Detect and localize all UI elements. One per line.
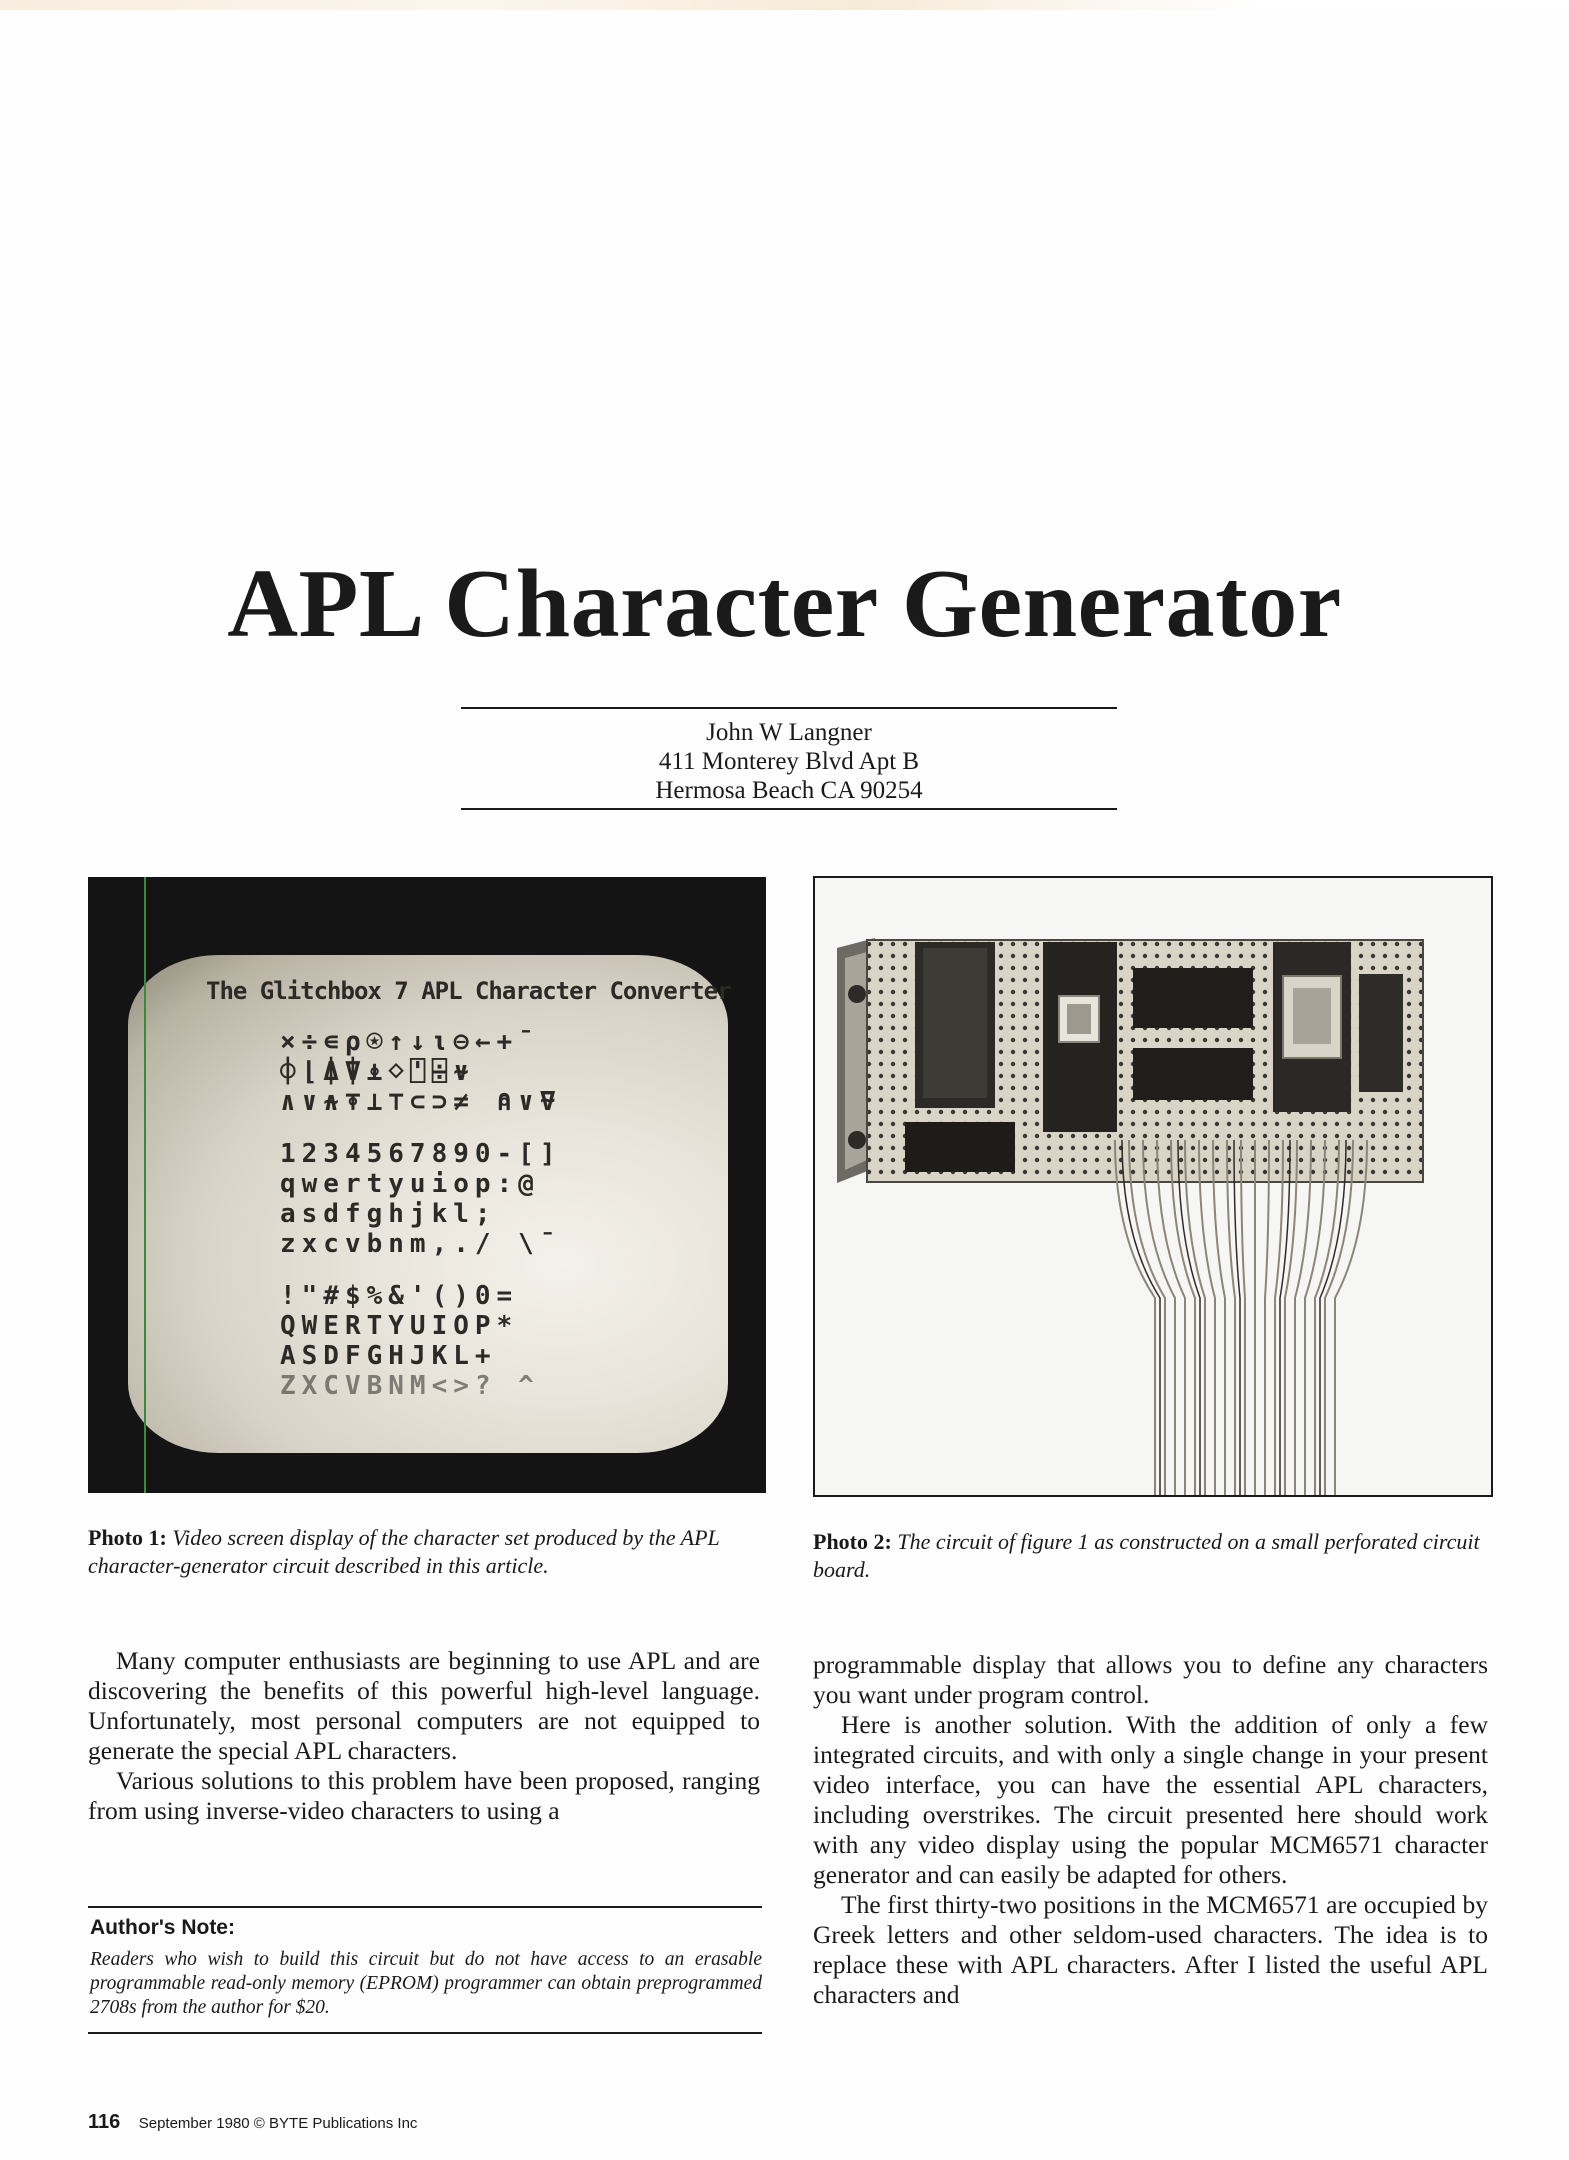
authors-note-heading: Author's Note: bbox=[90, 1916, 235, 1939]
circuit-board-illustration bbox=[815, 878, 1491, 1495]
screen-row: asdfghjkl; bbox=[280, 1199, 497, 1229]
article-title: APL Character Generator bbox=[227, 550, 1342, 658]
screen-row: QWERTYUIOP* bbox=[280, 1311, 519, 1341]
ribbon-wires bbox=[1115, 1140, 1367, 1495]
screen-row: !"#$%&'()0= bbox=[280, 1281, 519, 1311]
author-name: John W Langner bbox=[706, 719, 872, 746]
note-bottom-rule bbox=[88, 2032, 762, 2034]
page-footer bbox=[88, 2111, 417, 2134]
body-left-column bbox=[88, 1646, 760, 1826]
paragraph: programmable display that allows you to define any characters you want under program control. bbox=[813, 1650, 1488, 1709]
byline-bottom-rule bbox=[461, 808, 1117, 810]
page-number: 116 bbox=[88, 2111, 121, 2133]
photo-2-caption-text: The circuit of figure 1 as constructed on a small perforated circuit board. bbox=[813, 1529, 1480, 1582]
paragraph: Many computer enthusiasts are beginning to use APL and are discovering the benefits of this powerful high-level language. Unfortunately, most personal computers are not equipped to generate the special APL characters. bbox=[88, 1646, 760, 1765]
author-city: Hermosa Beach CA 90254 bbox=[655, 777, 923, 804]
authors-note-text: Readers who wish to build this circuit but do not have access to an erasable programmable read-only memory (EPROM) programmer can obtain preprogrammed 2708s from the author for $20. bbox=[90, 1949, 762, 2018]
paragraph: Here is another solution. With the addition of only a few integrated circuits, and with only a single change in your present video interface, you can have the essential APL characters, including overstrikes. The circuit presented here should work with any video display using the popular MCM6571 character generator and can easily be adapted for others. bbox=[813, 1710, 1488, 1889]
photo-2-label: Photo 2: bbox=[813, 1529, 892, 1554]
ic-chip bbox=[905, 1122, 1015, 1172]
screen-title: The Glitchbox 7 APL Character Converter bbox=[206, 977, 731, 1005]
photo-1-caption bbox=[88, 1524, 768, 1580]
screen-row: zxcvbnm,./ \¯ bbox=[280, 1229, 562, 1259]
screen-row: ASDFGHJKL+ bbox=[280, 1341, 497, 1371]
ic-chip bbox=[1359, 974, 1403, 1092]
paragraph: The first thirty-two positions in the MCM6571 are occupied by Greek letters and other seldom-used characters. The idea is to replace these with APL characters. After I listed the useful APL characters and bbox=[813, 1890, 1488, 2009]
author-street: 411 Monterey Blvd Apt B bbox=[658, 748, 920, 775]
page-stain bbox=[0, 0, 1569, 10]
photo-1-label: Photo 1: bbox=[88, 1525, 167, 1550]
scan-artifact-line bbox=[144, 877, 146, 1493]
ic-chip bbox=[1133, 1048, 1253, 1100]
screen-row: ×÷∊⍴⍟↑↓⍳⊖←+¯ bbox=[280, 1027, 540, 1057]
byline bbox=[461, 718, 1117, 805]
screen-row: 1234567890-[] bbox=[280, 1139, 562, 1169]
footer-line: September 1980 © BYTE Publications Inc bbox=[138, 2115, 418, 2132]
photo-2-circuit-board bbox=[813, 876, 1493, 1497]
note-top-rule bbox=[88, 1906, 762, 1908]
screen-row: ∧∨⍲⍕⊥⊤⊂⊃≠ ⍝∨⍫ bbox=[280, 1087, 562, 1117]
screen-row: ⌽⌊⍋⍒⍎⋄⍞⌹⍱ bbox=[280, 1057, 475, 1087]
screen-row: ZXCVBNM<>? ^ bbox=[280, 1371, 540, 1401]
paragraph: Various solutions to this problem have been proposed, ranging from using inverse-video characters to using a bbox=[88, 1766, 760, 1825]
photo-1-caption-text: Video screen display of the character set produced by the APL character-generator circuit described in this article. bbox=[88, 1525, 720, 1578]
photo-2-caption bbox=[813, 1528, 1493, 1584]
screen-row: qwertyuiop:@ bbox=[280, 1169, 540, 1199]
photo-1-video-screen bbox=[88, 877, 766, 1493]
body-right-column bbox=[813, 1650, 1488, 2010]
ic-chip bbox=[1133, 968, 1253, 1028]
byline-top-rule bbox=[461, 707, 1117, 709]
